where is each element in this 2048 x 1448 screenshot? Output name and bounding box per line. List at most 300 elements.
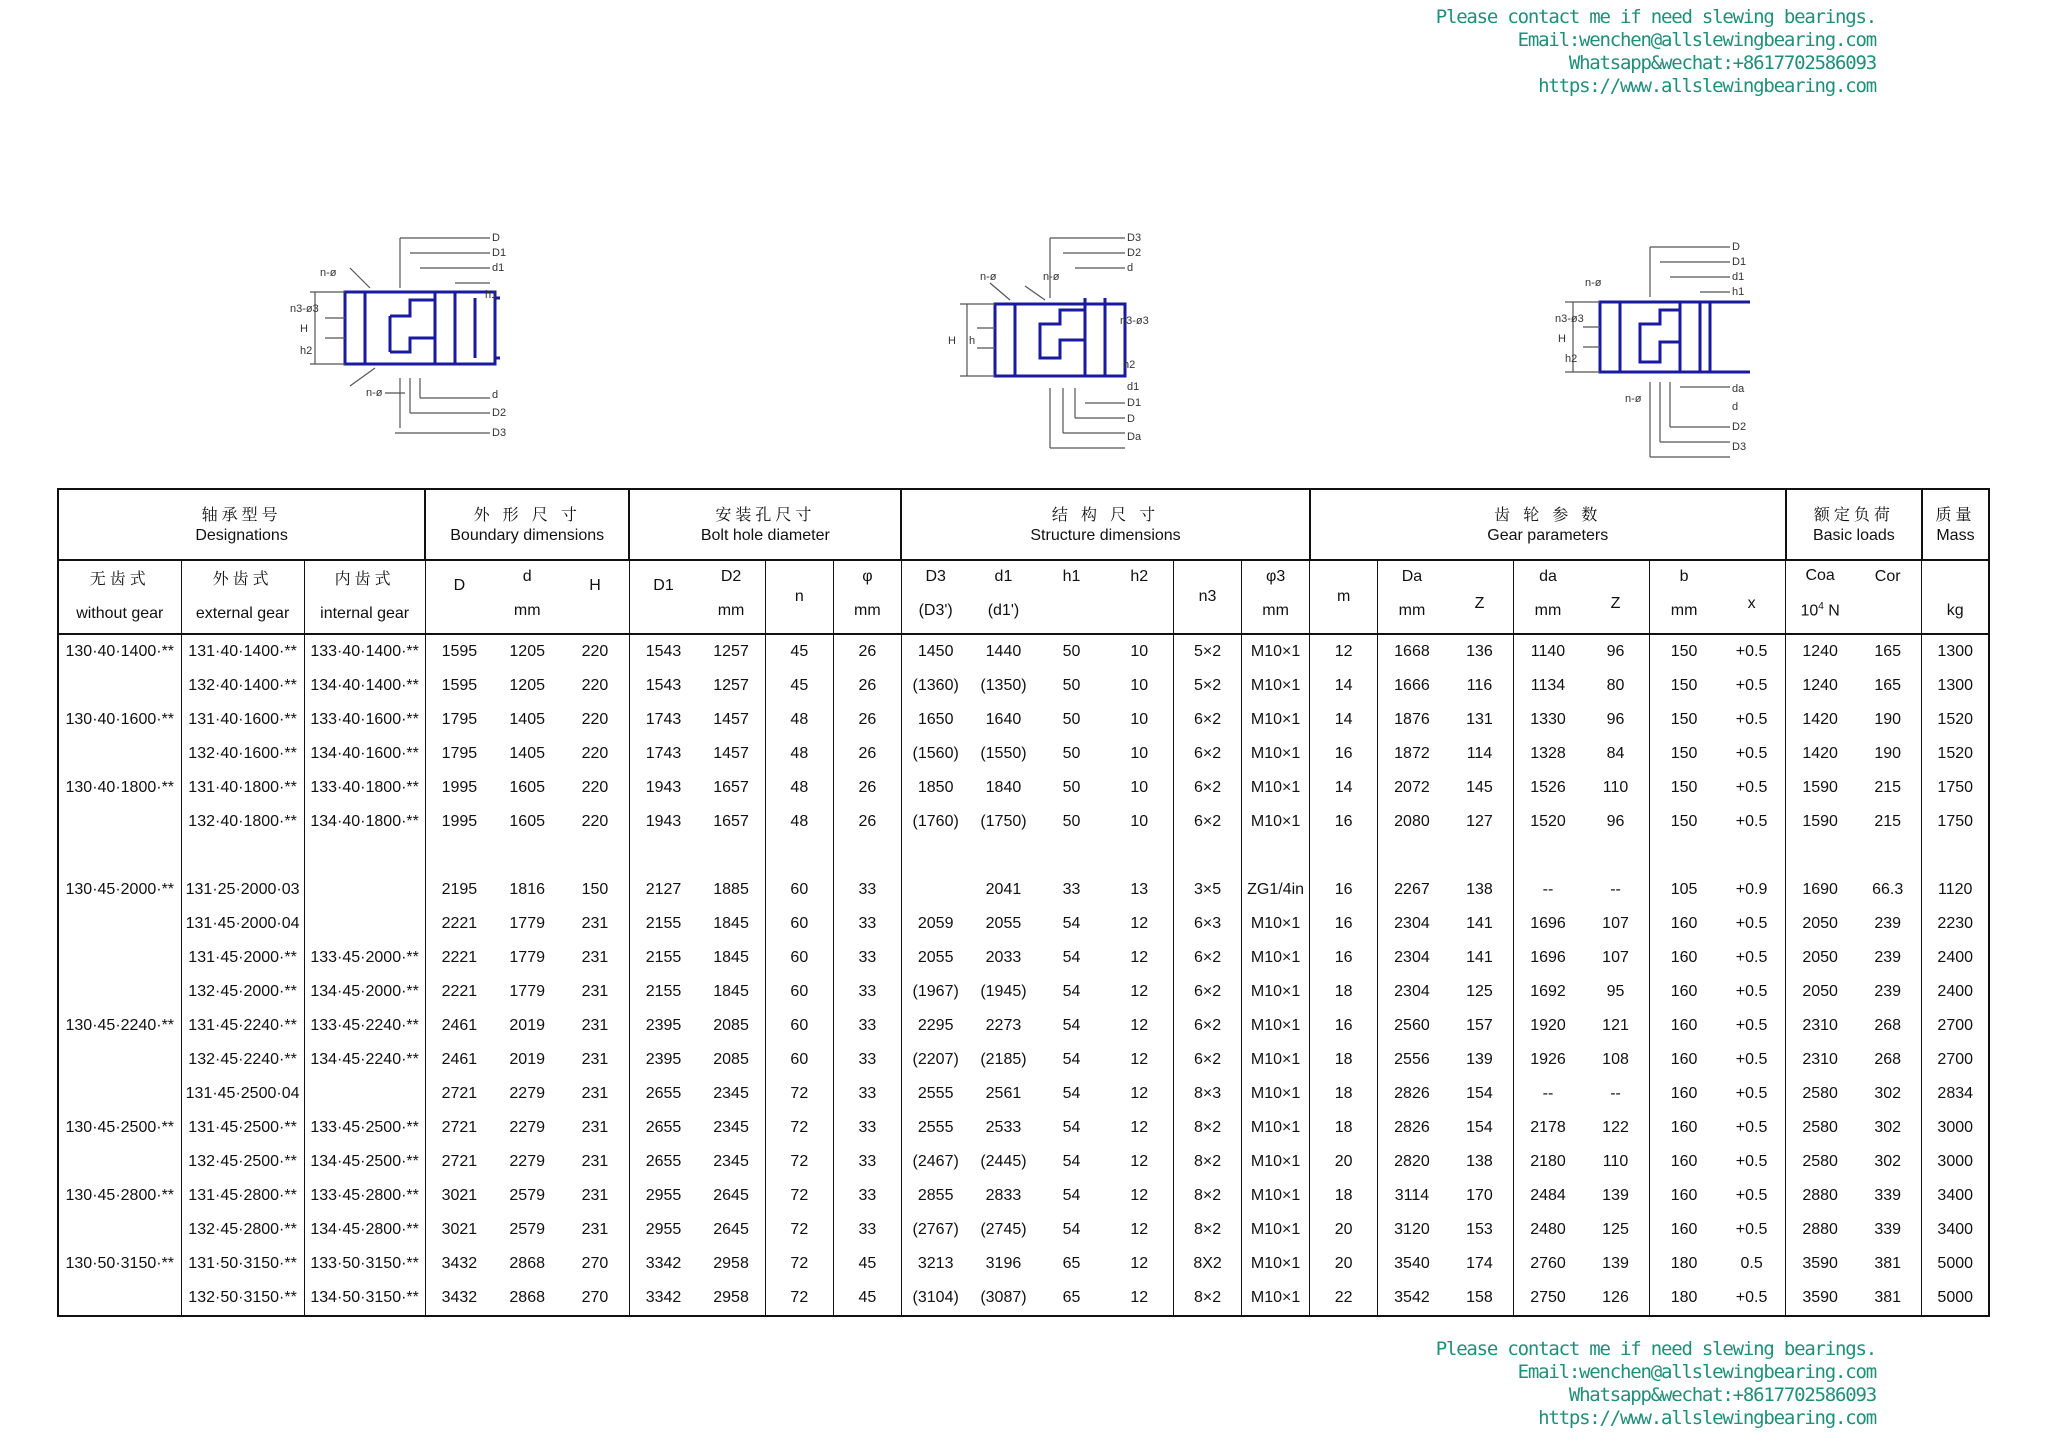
table-cell: 2461 — [425, 1009, 493, 1043]
table-cell: 50 — [1062, 711, 1081, 728]
table-cell: 95 — [1606, 983, 1625, 1000]
table-cell: 3400 — [1922, 1213, 1989, 1247]
table-cell: 3590 — [1786, 1247, 1854, 1281]
table-cell: 2279 — [509, 1119, 545, 1136]
table-cell: 132·40·1400·** — [181, 669, 304, 703]
table-cell: 231 — [581, 915, 609, 932]
table-cell: 1420 — [1786, 737, 1854, 771]
table-cell: 2645 — [713, 1221, 749, 1238]
table-cell — [304, 873, 425, 907]
spec-table — [57, 488, 1990, 1317]
table-cell: 6×2 — [1174, 703, 1242, 737]
table-cell: 26 — [833, 669, 901, 703]
dim-label: d — [492, 389, 499, 401]
table-cell: 170 — [1466, 1187, 1493, 1204]
table-cell: 3542 — [1378, 1281, 1446, 1316]
table-cell: 125 — [1466, 983, 1493, 1000]
table-cell: 2395 — [629, 1009, 697, 1043]
table-cell: 239 — [1874, 949, 1902, 966]
table-cell: 131·45·2240·** — [181, 1009, 304, 1043]
table-cell: 231 — [581, 1085, 609, 1102]
table-cell: (1560) — [901, 737, 969, 771]
table-cell: 220 — [581, 813, 609, 830]
table-cell: 33 — [833, 1179, 901, 1213]
table-cell: 1943 — [629, 771, 697, 805]
col-internal-gear: 内齿式 internal gear — [304, 560, 425, 634]
group-structure: 结 构 尺 寸 Structure dimensions — [901, 489, 1309, 560]
table-cell — [901, 839, 969, 873]
table-cell: 10 — [1130, 677, 1149, 694]
table-cell: 2155 — [629, 975, 697, 1009]
table-cell: 3400 — [1922, 1179, 1989, 1213]
dim-label: D3 — [492, 427, 507, 439]
table-cell: 180 — [1650, 1281, 1718, 1316]
table-cell: 154 — [1466, 1085, 1493, 1102]
table-cell: 131·45·2500·** — [181, 1111, 304, 1145]
table-cell: +0.5 — [1735, 745, 1768, 762]
table-cell — [493, 839, 561, 873]
table-cell: (2185) — [980, 1051, 1027, 1068]
table-cell: 107 — [1602, 949, 1629, 966]
table-cell: 12 — [1130, 1017, 1149, 1034]
table-cell: 2560 — [1378, 1009, 1446, 1043]
table-cell: 3432 — [425, 1281, 493, 1316]
table-cell: 2855 — [901, 1179, 969, 1213]
table-cell: 2958 — [697, 1281, 765, 1316]
table-cell: 1605 — [509, 813, 545, 830]
group-loads: 额定负荷 Basic loads — [1786, 489, 1922, 560]
table-cell: 268 — [1874, 1051, 1902, 1068]
table-cell: 160 — [1650, 907, 1718, 941]
table-cell: 3196 — [985, 1255, 1022, 1272]
table-cell: 6×2 — [1174, 771, 1242, 805]
table-cell — [1242, 839, 1310, 873]
table-cell — [58, 737, 181, 771]
table-row — [58, 1043, 1989, 1077]
table-cell: 1300 — [1922, 634, 1989, 669]
table-cell: 16 — [1310, 907, 1378, 941]
dim-label: h1 — [485, 289, 498, 301]
dim-label: da — [1732, 383, 1745, 395]
table-cell: 302 — [1874, 1085, 1902, 1102]
table-cell: (2767) — [901, 1213, 969, 1247]
table-cell: +0.9 — [1735, 881, 1768, 898]
table-row — [58, 839, 1989, 873]
table-cell: 133·50·3150·** — [304, 1247, 425, 1281]
contact-email[interactable]: Email:wenchen@allslewingbearing.com — [1517, 1361, 1876, 1383]
table-cell: 3000 — [1922, 1145, 1989, 1179]
table-cell: 150 — [1650, 634, 1718, 669]
table-cell: 50 — [1062, 813, 1081, 830]
table-cell: 1657 — [713, 813, 749, 830]
table-cell: 231 — [581, 1187, 609, 1204]
table-cell: 2221 — [425, 941, 493, 975]
table-cell: 150 — [1650, 805, 1718, 839]
table-cell: 220 — [581, 677, 609, 694]
table-cell: 2561 — [985, 1085, 1022, 1102]
table-cell: 3000 — [1922, 1111, 1989, 1145]
table-cell: 2050 — [1786, 975, 1854, 1009]
table-cell: 130·40·1800·** — [58, 771, 181, 805]
drawing-external-gear — [945, 228, 1185, 458]
col-d1: d1 (d1') — [969, 560, 1037, 634]
col-external-gear: 外齿式 external gear — [181, 560, 304, 634]
table-cell: 8×2 — [1174, 1281, 1242, 1316]
table-cell: 121 — [1602, 1017, 1629, 1034]
table-cell: 1257 — [713, 643, 749, 660]
dim-label: n3-ø3 — [1555, 313, 1584, 325]
table-cell: 12 — [1106, 1281, 1174, 1316]
table-cell: 160 — [1650, 1077, 1718, 1111]
table-cell: 26 — [833, 771, 901, 805]
table-cell: 66.3 — [1872, 881, 1904, 898]
table-cell: 8X2 — [1174, 1247, 1242, 1281]
contact-line: Please contact me if need slewing bearings. — [1435, 1338, 1876, 1360]
table-cell: 1590 — [1786, 771, 1854, 805]
table-cell — [1174, 839, 1242, 873]
table-cell: 2221 — [425, 975, 493, 1009]
table-cell: 150 — [581, 881, 609, 898]
table-cell: 2555 — [901, 1111, 969, 1145]
table-cell: 26 — [833, 737, 901, 771]
table-cell: 1657 — [713, 779, 749, 796]
table-cell — [304, 839, 425, 873]
table-cell: 1779 — [509, 915, 545, 932]
table-cell: 1140 — [1514, 634, 1582, 669]
table-cell: +0.5 — [1735, 1017, 1768, 1034]
table-cell: 107 — [1602, 915, 1629, 932]
table-cell: 1457 — [713, 745, 749, 762]
table-cell: (1350) — [980, 677, 1027, 694]
table-cell: +0.5 — [1735, 949, 1768, 966]
table-cell: 1743 — [629, 737, 697, 771]
table-cell: 14 — [1310, 703, 1378, 737]
table-cell — [58, 669, 181, 703]
table-cell: 2345 — [713, 1153, 749, 1170]
table-cell: 50 — [1062, 779, 1081, 796]
table-cell: 133·45·2800·** — [304, 1179, 425, 1213]
table-cell — [1854, 839, 1922, 873]
dim-label: H — [948, 335, 956, 347]
table-row — [58, 1145, 1989, 1179]
table-cell: 26 — [833, 634, 901, 669]
table-cell: 131·45·2500·04 — [181, 1077, 304, 1111]
table-cell: 132·40·1600·** — [181, 737, 304, 771]
table-cell: 1779 — [509, 949, 545, 966]
table-cell: 1750 — [1922, 771, 1989, 805]
cross-section-svg-2 — [945, 228, 1185, 458]
table-cell — [697, 839, 765, 873]
cross-section-svg-3 — [1555, 242, 1765, 462]
table-cell — [1582, 839, 1650, 873]
table-cell: 2955 — [629, 1213, 697, 1247]
table-cell: 130·45·2800·** — [58, 1179, 181, 1213]
table-cell: M10×1 — [1242, 1247, 1310, 1281]
table-cell: 1696 — [1514, 907, 1582, 941]
table-cell: 60 — [765, 1009, 833, 1043]
table-row — [58, 1281, 1989, 1316]
table-cell: 6×2 — [1174, 1043, 1242, 1077]
table-row — [58, 805, 1989, 839]
table-cell: 26 — [833, 805, 901, 839]
table-cell: 130·45·2500·** — [58, 1111, 181, 1145]
column-header-row — [58, 560, 1989, 634]
table-cell: 1850 — [901, 771, 969, 805]
table-row — [58, 1111, 1989, 1145]
table-cell: M10×1 — [1242, 1077, 1310, 1111]
dim-label: d1 — [1127, 381, 1140, 393]
table-cell: 2310 — [1786, 1009, 1854, 1043]
table-cell: 130·40·1400·** — [58, 634, 181, 669]
table-cell: 231 — [581, 1051, 609, 1068]
table-row — [58, 771, 1989, 805]
table-cell: 2345 — [713, 1085, 749, 1102]
table-cell: 2721 — [425, 1077, 493, 1111]
table-cell: 16 — [1310, 873, 1378, 907]
table-cell: 231 — [581, 983, 609, 1000]
table-cell: 2579 — [509, 1221, 545, 1238]
table-cell: 270 — [581, 1255, 609, 1272]
table-cell — [1922, 839, 1989, 873]
table-cell: 133·40·1400·** — [304, 634, 425, 669]
table-cell: 160 — [1650, 975, 1718, 1009]
table-cell: 134·40·1800·** — [304, 805, 425, 839]
table-cell: 190 — [1874, 745, 1902, 762]
col-da: da mm — [1514, 560, 1582, 634]
table-cell — [58, 1043, 181, 1077]
dim-label: h1 — [1732, 286, 1745, 298]
contact-email[interactable]: Email:wenchen@allslewingbearing.com — [1517, 29, 1876, 51]
table-cell: -- — [1610, 881, 1621, 898]
dim-label: H — [1558, 333, 1566, 345]
table-cell: 60 — [765, 941, 833, 975]
col-Coa: Coa $10^4$ N — [1786, 560, 1854, 634]
table-cell: 122 — [1602, 1119, 1629, 1136]
table-cell: 1440 — [985, 643, 1022, 660]
table-cell: 1743 — [629, 703, 697, 737]
table-cell: 134·40·1600·** — [304, 737, 425, 771]
table-cell: 2579 — [509, 1187, 545, 1204]
table-cell: 96 — [1606, 813, 1625, 830]
table-cell: 2480 — [1514, 1213, 1582, 1247]
table-cell: 215 — [1874, 813, 1902, 830]
table-cell: 3342 — [629, 1281, 697, 1316]
table-cell: 139 — [1602, 1255, 1629, 1272]
table-cell — [58, 907, 181, 941]
dim-label: D3 — [1127, 232, 1142, 244]
table-cell: 2304 — [1378, 907, 1446, 941]
table-row — [58, 873, 1989, 907]
dim-label: d — [1127, 262, 1134, 274]
group-boundary: 外 形 尺 寸 Boundary dimensions — [425, 489, 629, 560]
table-cell: 2555 — [901, 1077, 969, 1111]
table-cell: 2041 — [985, 881, 1022, 898]
table-cell: 134·45·2000·** — [304, 975, 425, 1009]
table-cell: 1134 — [1514, 669, 1582, 703]
dim-label: d — [1732, 401, 1739, 413]
table-cell: 133·40·1800·** — [304, 771, 425, 805]
table-cell: 18 — [1310, 1043, 1378, 1077]
table-cell: M10×1 — [1242, 634, 1310, 669]
table-cell: 16 — [1310, 737, 1378, 771]
table-cell: 54 — [1062, 1085, 1081, 1102]
table-row — [58, 1179, 1989, 1213]
table-cell: 231 — [581, 1153, 609, 1170]
table-cell: 1668 — [1378, 634, 1446, 669]
table-cell: 381 — [1854, 1281, 1922, 1316]
table-cell: 12 — [1130, 949, 1149, 966]
table-cell: 132·45·2800·** — [181, 1213, 304, 1247]
dim-label: D2 — [1732, 421, 1747, 433]
table-cell: 2955 — [629, 1179, 697, 1213]
table-cell: 131·40·1600·** — [181, 703, 304, 737]
table-cell: 2059 — [901, 907, 969, 941]
table-cell: M10×1 — [1242, 907, 1310, 941]
table-cell: M10×1 — [1242, 771, 1310, 805]
table-cell: 54 — [1062, 949, 1081, 966]
table-cell: 2055 — [985, 915, 1022, 932]
contact-block-bottom — [1436, 1338, 1876, 1430]
table-cell: 3114 — [1378, 1179, 1446, 1213]
table-cell: 2833 — [985, 1187, 1022, 1204]
table-cell: M10×1 — [1242, 805, 1310, 839]
col-D2: D2 mm — [697, 560, 765, 634]
table-cell: 132·45·2240·** — [181, 1043, 304, 1077]
dim-label: n-ø — [366, 387, 383, 399]
table-cell: 1750 — [1922, 805, 1989, 839]
table-cell: 14 — [1310, 771, 1378, 805]
table-cell: 72 — [765, 1213, 833, 1247]
table-cell: 1520 — [1514, 805, 1582, 839]
table-cell — [181, 839, 304, 873]
table-cell: 134·45·2500·** — [304, 1145, 425, 1179]
table-cell: 6×2 — [1174, 805, 1242, 839]
table-cell: 84 — [1606, 745, 1625, 762]
table-cell: 65 — [1062, 1255, 1081, 1272]
table-cell: 8×2 — [1174, 1179, 1242, 1213]
table-row — [58, 975, 1989, 1009]
table-cell: 12 — [1130, 983, 1149, 1000]
table-cell: 45 — [833, 1247, 901, 1281]
table-cell — [1650, 839, 1718, 873]
contact-website[interactable]: https://www.allslewingbearing.com — [1538, 75, 1876, 97]
table-cell: 132·50·3150·** — [181, 1281, 304, 1316]
contact-phone: Whatsapp&wechat:+8617702586093 — [1568, 1384, 1876, 1406]
table-cell: 160 — [1650, 1145, 1718, 1179]
table-cell: 1926 — [1514, 1043, 1582, 1077]
table-cell: 1779 — [509, 983, 545, 1000]
table-cell: 134·45·2240·** — [304, 1043, 425, 1077]
table-cell: 18 — [1310, 1179, 1378, 1213]
table-cell: 72 — [765, 1281, 833, 1316]
table-cell: 2019 — [509, 1017, 545, 1034]
table-cell: 131·45·2000·04 — [181, 907, 304, 941]
table-cell: 239 — [1874, 915, 1902, 932]
table-cell: 131·50·3150·** — [181, 1247, 304, 1281]
table-row — [58, 634, 1989, 669]
table-cell: 2310 — [1786, 1043, 1854, 1077]
dim-label: n-ø — [1043, 271, 1060, 283]
table-cell: 1795 — [425, 703, 493, 737]
cross-section-svg-1 — [290, 228, 540, 458]
table-cell — [1786, 839, 1854, 873]
table-cell: 302 — [1874, 1119, 1902, 1136]
table-cell: 1330 — [1514, 703, 1582, 737]
table-cell: 10 — [1130, 745, 1149, 762]
table-cell: 1885 — [713, 881, 749, 898]
table-cell: 54 — [1062, 1017, 1081, 1034]
table-cell: 126 — [1582, 1281, 1650, 1316]
table-cell: 1405 — [509, 711, 545, 728]
table-cell: 3×5 — [1174, 873, 1242, 907]
table-cell: 2868 — [493, 1281, 561, 1316]
table-cell: +0.5 — [1735, 1051, 1768, 1068]
dim-label: D1 — [1127, 397, 1142, 409]
table-cell: 1590 — [1786, 805, 1854, 839]
table-cell: 48 — [765, 737, 833, 771]
table-cell: 6×3 — [1174, 907, 1242, 941]
table-cell: 133·40·1600·** — [304, 703, 425, 737]
table-cell: +0.5 — [1735, 643, 1768, 660]
table-cell: 8×2 — [1174, 1145, 1242, 1179]
table-cell: 13 — [1130, 881, 1149, 898]
table-cell: (1945) — [980, 983, 1027, 1000]
table-cell: 220 — [581, 711, 609, 728]
dim-label: n-ø — [320, 267, 337, 279]
drawing-without-gear — [290, 228, 540, 458]
table-cell: 54 — [1062, 915, 1081, 932]
table-cell: 2655 — [629, 1077, 697, 1111]
table-cell: 12 — [1130, 1085, 1149, 1102]
table-cell: 231 — [581, 949, 609, 966]
table-cell: 1595 — [425, 669, 493, 703]
table-cell: 2880 — [1786, 1179, 1854, 1213]
table-cell: 2834 — [1922, 1077, 1989, 1111]
table-cell: 132·40·1800·** — [181, 805, 304, 839]
table-cell: 2267 — [1378, 873, 1446, 907]
table-cell: 18 — [1310, 1111, 1378, 1145]
table-cell: 2400 — [1922, 975, 1989, 1009]
table-cell: 270 — [561, 1281, 629, 1316]
dim-label: D — [492, 232, 500, 244]
col-H: H — [561, 560, 629, 634]
table-cell: 2178 — [1514, 1111, 1582, 1145]
table-cell: 10 — [1130, 643, 1149, 660]
table-cell: 1692 — [1514, 975, 1582, 1009]
table-cell: 1543 — [629, 634, 697, 669]
table-cell: 2700 — [1922, 1009, 1989, 1043]
table-cell: 2580 — [1786, 1145, 1854, 1179]
contact-website[interactable]: https://www.allslewingbearing.com — [1538, 1407, 1876, 1429]
table-cell — [58, 941, 181, 975]
table-cell: M10×1 — [1242, 703, 1310, 737]
table-cell: 1845 — [713, 949, 749, 966]
table-cell: 2395 — [629, 1043, 697, 1077]
loads-unit: $10^4$ N — [1800, 601, 1840, 620]
table-cell: 131·45·2800·** — [181, 1179, 304, 1213]
table-row — [58, 1009, 1989, 1043]
table-cell: 96 — [1606, 643, 1625, 660]
table-cell — [58, 1077, 181, 1111]
table-cell: 131·40·1400·** — [181, 634, 304, 669]
table-cell: 80 — [1606, 677, 1625, 694]
table-cell: M10×1 — [1242, 1213, 1310, 1247]
table-cell: 50 — [1062, 643, 1081, 660]
table-cell: 10 — [1130, 711, 1149, 728]
table-cell: M10×1 — [1242, 669, 1310, 703]
table-cell: 1696 — [1514, 941, 1582, 975]
col-Da: Da mm — [1378, 560, 1446, 634]
